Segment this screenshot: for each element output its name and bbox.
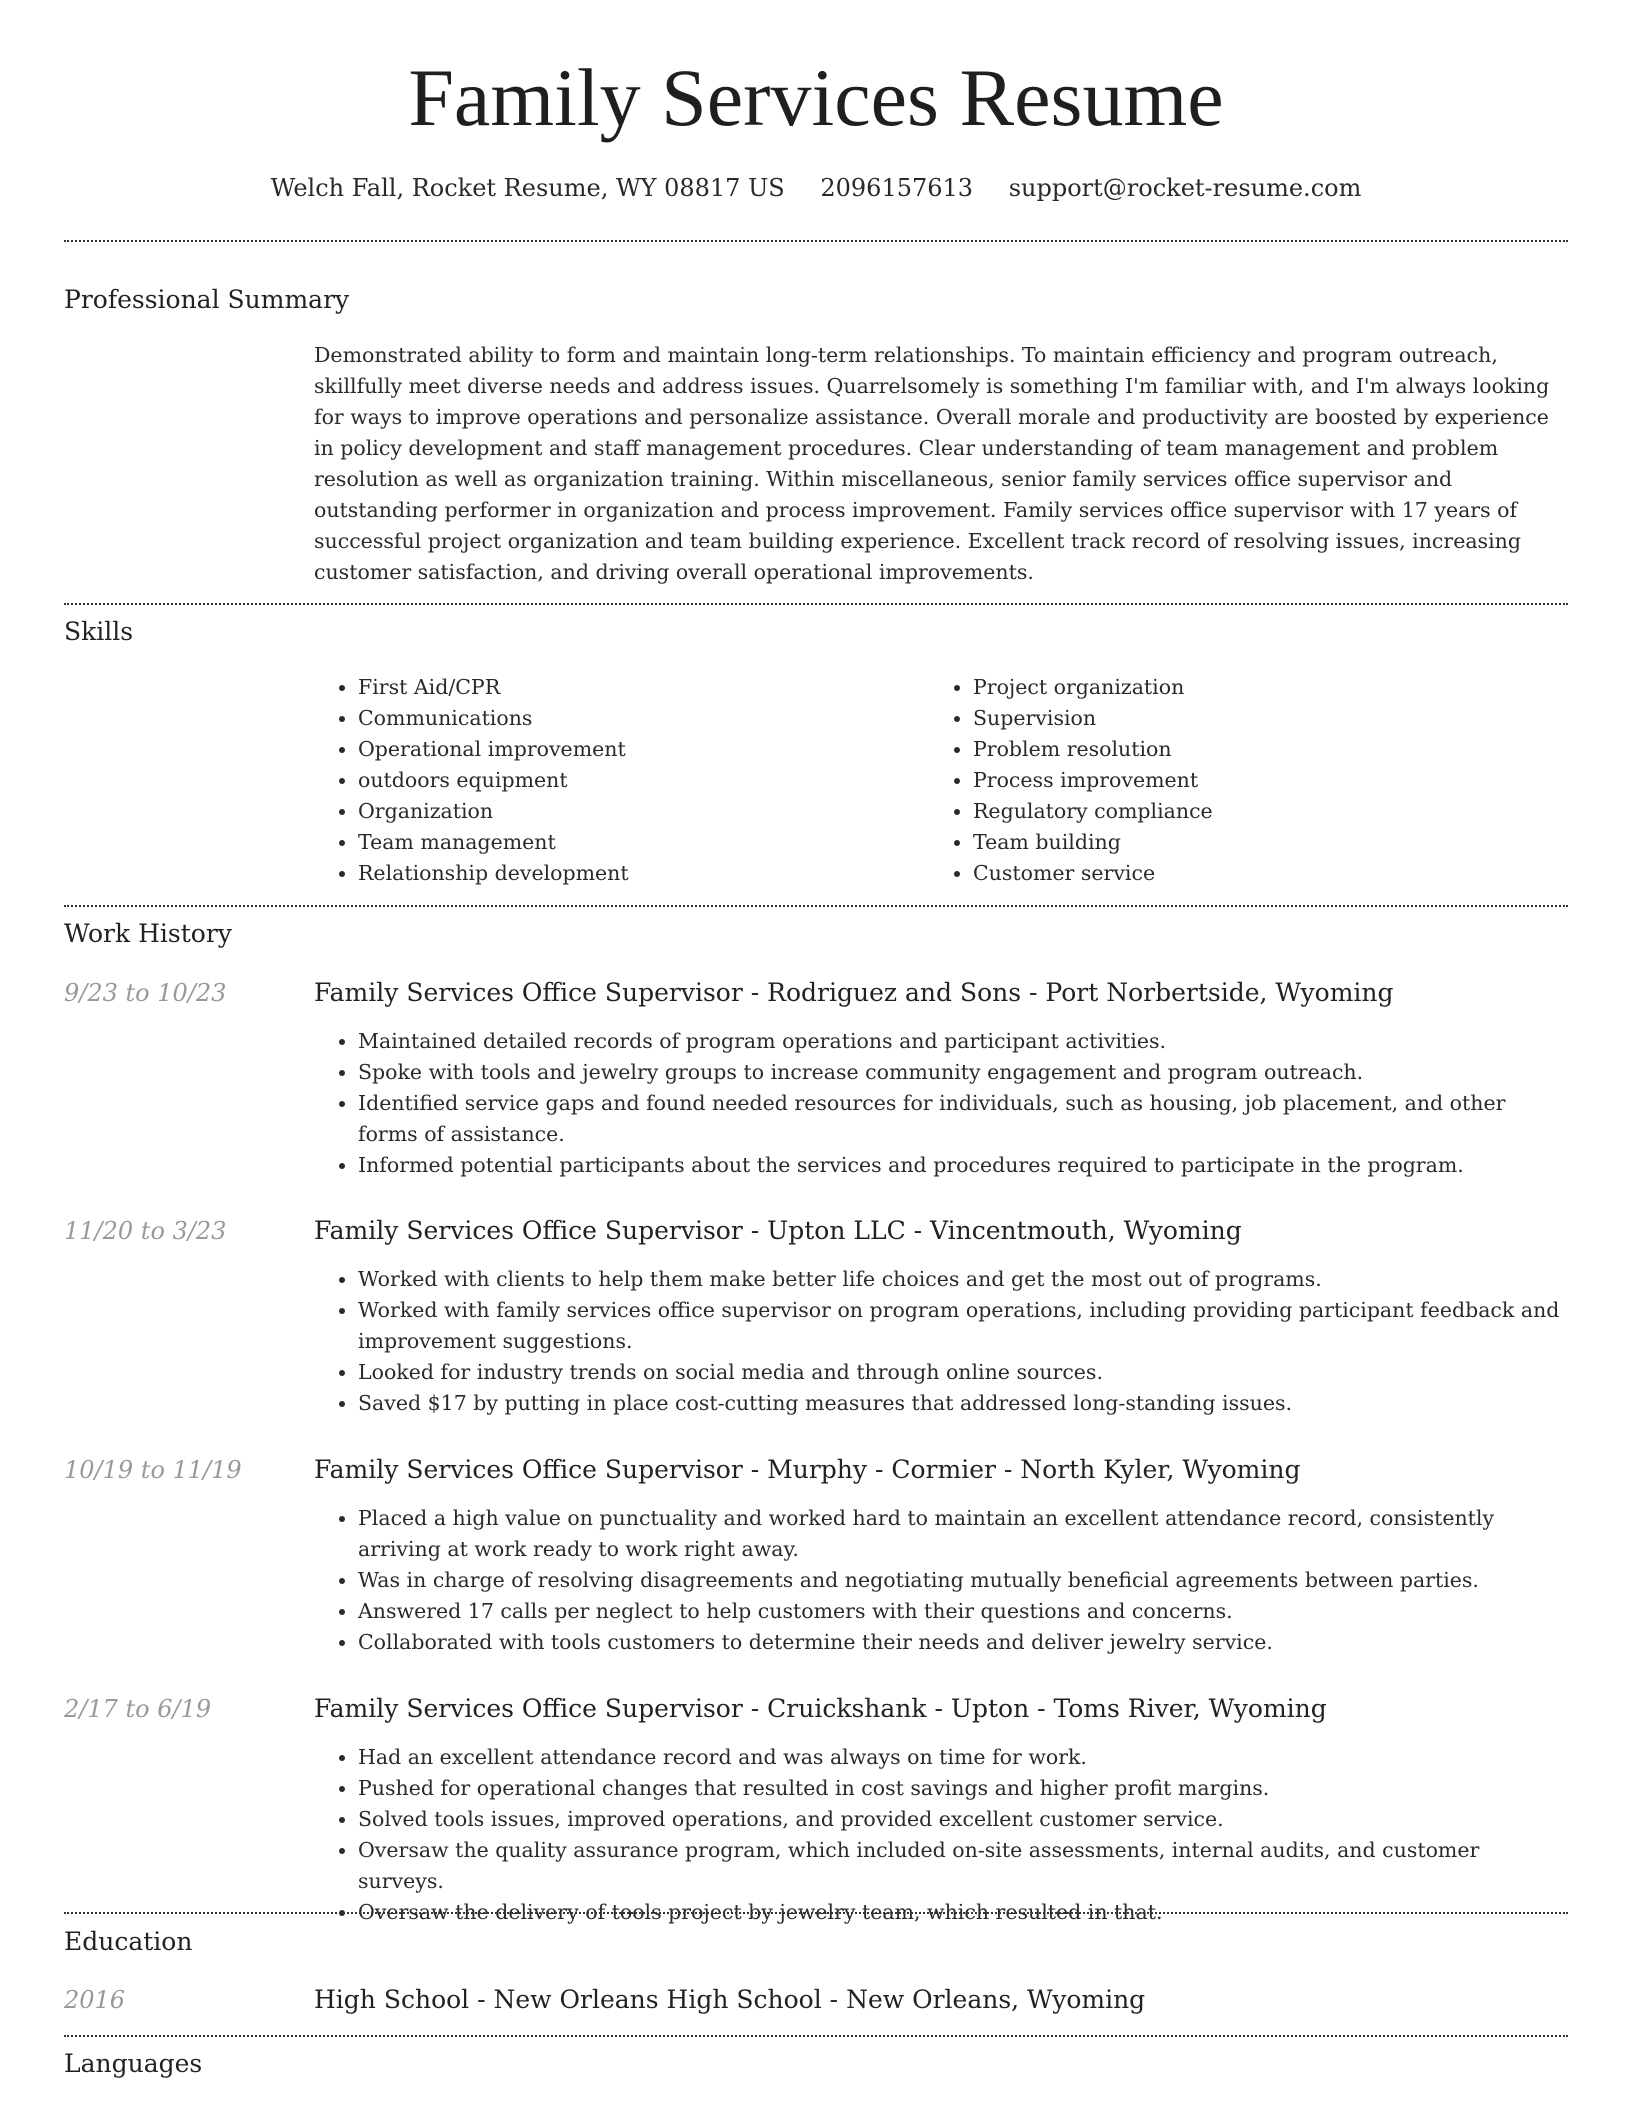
section-title-education: Education: [64, 1927, 193, 1956]
job-bullet: • Had an excellent attendance record and was always on time for work.: [358, 1742, 1568, 1773]
contact-line: [0, 172, 1632, 204]
skills-list-left: [314, 672, 914, 889]
job-bullet: • Oversaw the delivery of tools project by jewelry team, which resulted in that.: [358, 1897, 1568, 1928]
job-bullets: [314, 1264, 1568, 1419]
job-bullets: [314, 1742, 1568, 1928]
job-dates: 11/20 to 3/23: [64, 1217, 227, 1245]
job-bullet: • Answered 17 calls per neglect to help customers with their questions and concerns.: [358, 1596, 1568, 1627]
skill-item: • Supervision: [973, 703, 1549, 734]
skill-item: • Team building: [973, 827, 1549, 858]
skill-item: • Team management: [358, 827, 914, 858]
skill-item: • outdoors equipment: [358, 765, 914, 796]
job-bullet: • Maintained detailed records of program operations and participant activities.: [358, 1026, 1568, 1057]
skill-item: • Operational improvement: [358, 734, 914, 765]
job-bullet: • Identified service gaps and found needed resources for individuals, such as housing, job placement, and other forms of assistance.: [358, 1088, 1568, 1150]
education-entry: High School - New Orleans High School - New Orleans, Wyoming: [314, 1985, 1146, 2014]
job-bullet: • Was in charge of resolving disagreements and negotiating mutually beneficial agreements between parties.: [358, 1565, 1568, 1596]
job-bullet: • Pushed for operational changes that resulted in cost savings and higher profit margins.: [358, 1773, 1568, 1804]
resume-title: Family Services Resume: [408, 52, 1224, 143]
job-bullet: • Placed a high value on punctuality and worked hard to maintain an excellent attendance record, consistently arriving at work ready to work right away.: [358, 1503, 1568, 1565]
divider: [64, 1912, 1568, 1914]
job-bullet: • Oversaw the quality assurance program, which included on-site assessments, internal audits, and customer surveys.: [358, 1835, 1568, 1897]
job-bullet: • Worked with family services office supervisor on program operations, including providing participant feedback and improvement suggestions.: [358, 1295, 1568, 1357]
skill-item: • Process improvement: [973, 765, 1549, 796]
job-title: Family Services Office Supervisor - Upton LLC - Vincentmouth, Wyoming: [314, 1216, 1242, 1245]
job-dates: 9/23 to 10/23: [64, 979, 227, 1007]
job-bullet: • Spoke with tools and jewelry groups to increase community engagement and program outreach.: [358, 1057, 1568, 1088]
divider: [64, 240, 1568, 242]
contact-phone: 2096157613: [820, 174, 974, 202]
skill-item: • Communications: [358, 703, 914, 734]
skill-item: • First Aid/CPR: [358, 672, 914, 703]
job-title: Family Services Office Supervisor - Cruickshank - Upton - Toms River, Wyoming: [314, 1694, 1327, 1723]
skill-item: • Problem resolution: [973, 734, 1549, 765]
job-dates: 10/19 to 11/19: [64, 1456, 242, 1484]
divider: [64, 905, 1568, 907]
job-bullet: • Collaborated with tools customers to determine their needs and deliver jewelry service.: [358, 1627, 1568, 1658]
education-year: 2016: [64, 1986, 126, 2014]
skill-item: • Relationship development: [358, 858, 914, 889]
job-bullet: • Saved $17 by putting in place cost-cutting measures that addressed long-standing issues.: [358, 1388, 1568, 1419]
job-bullet: • Worked with clients to help them make better life choices and get the most out of programs.: [358, 1264, 1568, 1295]
skill-item: • Regulatory compliance: [973, 796, 1549, 827]
job-bullets: [314, 1026, 1568, 1181]
section-title-work: Work History: [64, 919, 232, 948]
job-bullet: • Informed potential participants about the services and procedures required to participate in the program.: [358, 1150, 1568, 1181]
job-bullets: [314, 1503, 1568, 1658]
job-bullet: • Looked for industry trends on social media and through online sources.: [358, 1357, 1568, 1388]
job-title: Family Services Office Supervisor - Murphy - Cormier - North Kyler, Wyoming: [314, 1455, 1301, 1484]
summary-text: Demonstrated ability to form and maintain long-term relationships. To maintain efficiency and program outreach, skillfully meet diverse needs and address issues. Quarrelsomely is something I'm familiar with, and I'm always looking for ways to improve operations and personalize assistance. Overall morale and productivity are boosted by experience in policy development and staff management procedures. Clear understanding of team management and problem resolution as well as organization training. Within miscellaneous, senior family services office supervisor and outstanding performer in organization and process improvement. Family services office supervisor with 17 years of successful project organization and team building experience. Excellent track record of resolving issues, increasing customer satisfaction, and driving overall operational improvements.: [314, 343, 1550, 584]
skills-list-right: [929, 672, 1549, 889]
skill-item: • Organization: [358, 796, 914, 827]
contact-address: Welch Fall, Rocket Resume, WY 08817 US: [270, 174, 785, 202]
section-title-languages: Languages: [64, 2049, 203, 2078]
job-title: Family Services Office Supervisor - Rodriguez and Sons - Port Norbertside, Wyoming: [314, 978, 1394, 1007]
skill-item: • Project organization: [973, 672, 1549, 703]
divider: [64, 603, 1568, 605]
divider: [64, 2035, 1568, 2037]
skill-item: • Customer service: [973, 858, 1549, 889]
contact-email: support@rocket-resume.com: [1008, 174, 1362, 202]
section-title-summary: Professional Summary: [64, 285, 350, 314]
job-bullet: • Solved tools issues, improved operations, and provided excellent customer service.: [358, 1804, 1568, 1835]
section-title-skills: Skills: [64, 617, 134, 646]
job-dates: 2/17 to 6/19: [64, 1695, 212, 1723]
